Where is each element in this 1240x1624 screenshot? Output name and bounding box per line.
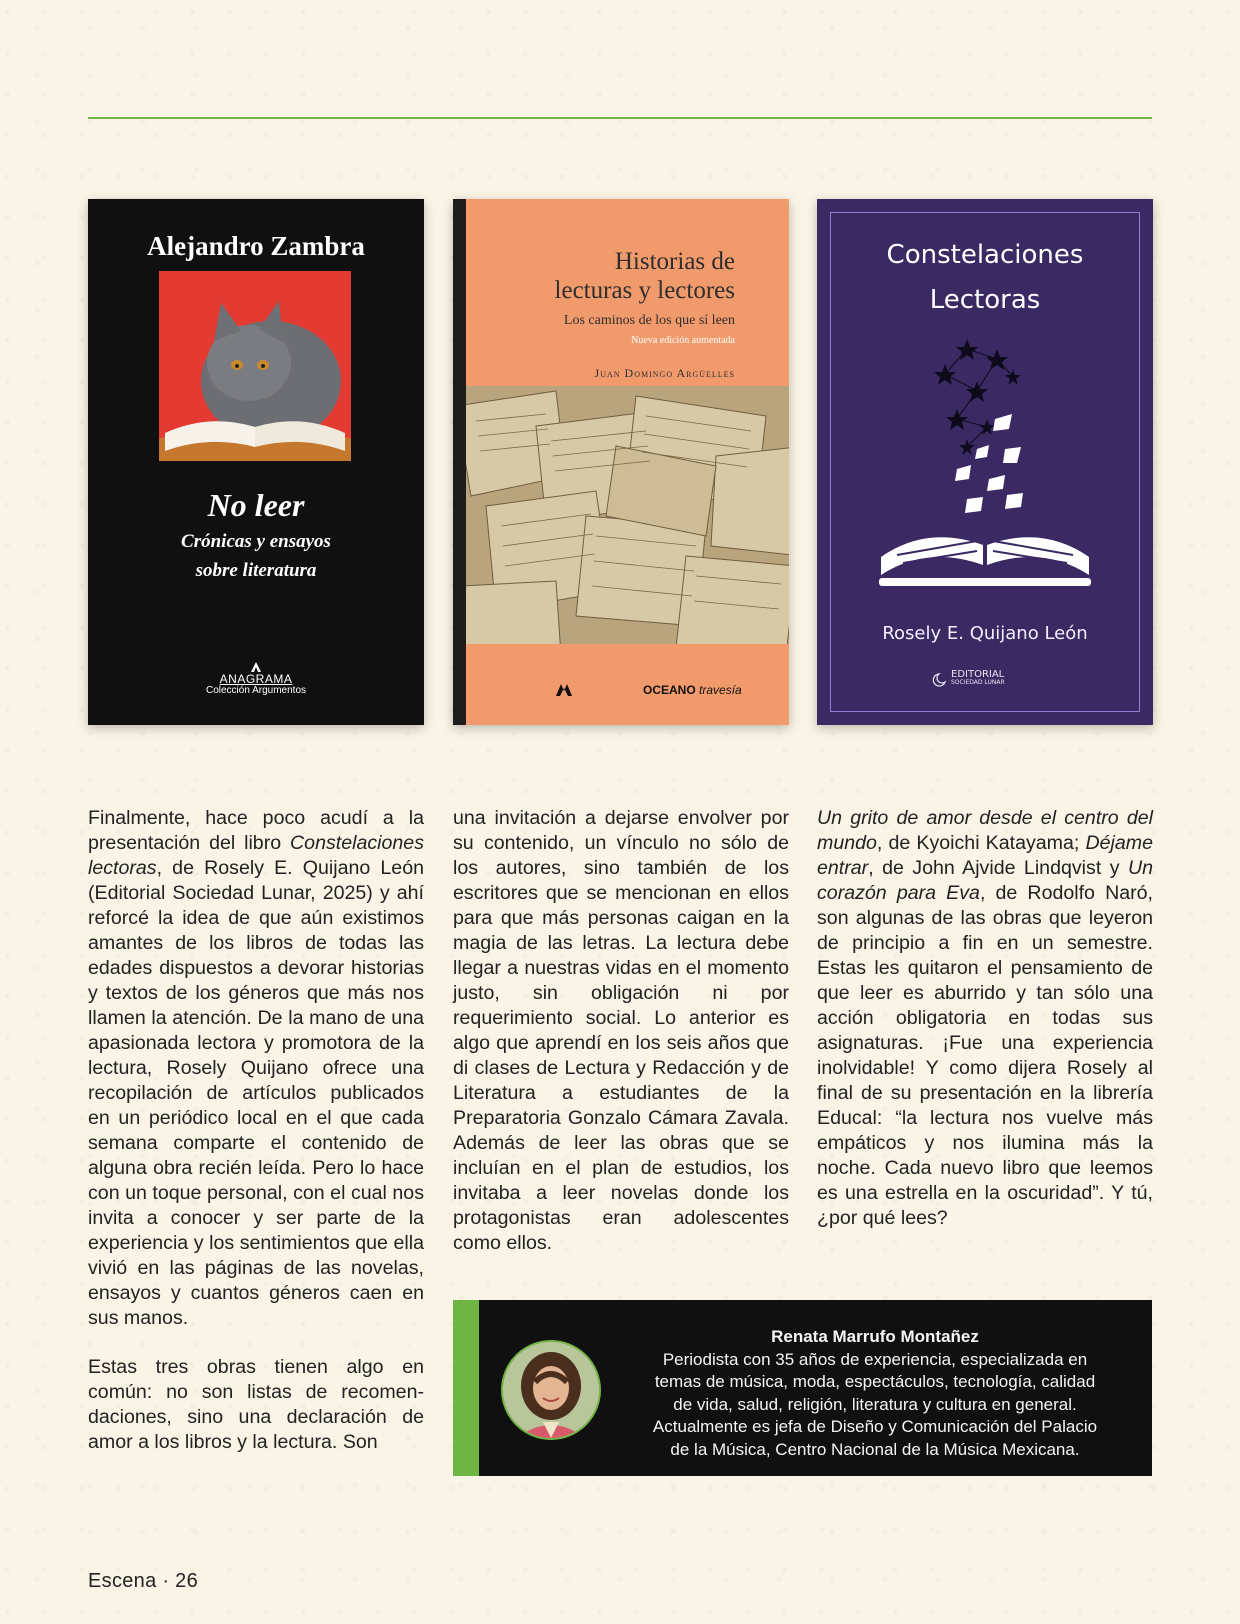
publisher-name: EDITORIAL [951,669,1005,680]
cat-reading-illustration [159,271,351,461]
publisher-logo-icon [556,683,572,697]
publisher-name: OCEANO [643,683,696,697]
bio-line: Periodista con 35 años de experiencia, especializada en [662,1349,1088,1369]
author-bio-box [453,1300,1152,1476]
paragraph [817,806,1153,1231]
cover-title [555,247,735,305]
article-column-2 [453,806,789,1280]
cover-author: Alejandro Zambra [147,231,365,261]
text-run: , de Rodolfo Naró, son algunas de las obras que leyeron de principio a fin en un semestre. Estas les quitaron el pensamiento de que leer es aburrido y tan sólo una acción obligatoria en todas sus asignaturas. ¡Fue una experiencia inolvidable! Y como dijera Rosely al final de su presentación en la librería Educal: “la lectura nos vuelve más empáticos y nos ilumina más la noche. Cada nuevo libro que leemos es una estrella en la oscuridad”. Y tú, ¿por qué lees? [817,882,1153,1229]
spine-stripe [453,199,466,725]
open-book-stars-illustration [817,319,1153,609]
paragraph: Estas tres obras tienen algo en común: no son listas de recomendaciones, sino una declaración de amor a los libros y la lectura. Son [88,1356,424,1453]
bio-line: de la Música, Centro Nacional de la Música Mexicana. [670,1439,1080,1459]
bio-line: Actualmente es jefa de Diseño y Comunicación del Palacio [652,1417,1098,1436]
header-rule [88,117,1152,119]
text-run: , de Kyoichi Katayama; [876,832,1086,854]
text-run: , de John Ajvide Lindqvist y [868,857,1128,879]
avatar [501,1340,601,1440]
article-column-1 [88,806,424,1479]
moon-logo-icon [931,673,947,687]
paragraph [88,806,424,1331]
cover-title: No leer [207,487,305,523]
imprint-name: travesía [699,683,742,697]
publisher-name: ANAGRAMA [219,672,293,686]
collection-name: Colección Argumentos [205,685,307,696]
paragraph: una invitación a dejarse envolver por su contenido, un vínculo no sólo de los autores, sino también de los escritores que se mencionan en ellos para que más personas caigan en la magia de las letras. La lectura debe llegar a nuestras vidas en el momento justo, sin obligación ni por requerimiento social. Lo anterior es algo que aprendí en los seis años que di clases de Lectura y Redacción y de Literatura a estudiantes de la Preparatoria Gonzalo Cámara Zavala. Además de leer las obras que se incluían en el plan de estudios, los invitaba a leer novelas donde los protagonistas eran adolescentes como ellos. [453,807,789,1254]
book-title-ref: Un grito de amor desde el centro del mundo [817,807,1153,854]
page-footer: Escena · 26 [88,1570,199,1592]
cover-subtitle: Los caminos de los que sí leen [563,313,735,328]
publisher-mark [951,671,1005,687]
bio-line: temas de música, moda, espectáculos, tecnología, calidad [654,1372,1096,1391]
cover-subtitle-line: sobre literatura [195,560,317,581]
book-title-ref: Déjame entrar [817,832,1153,879]
book-cover-constelaciones-lectoras [817,199,1153,725]
cover-subtitle-line: Crónicas y ensayos [181,531,331,552]
cover-title-line: Lectoras [929,285,1041,315]
cover-edition: Nueva edición aumentada [631,335,735,346]
book-cover-historias-de-lecturas [453,199,789,725]
bio-line: de vida, salud, religión, literatura y cultura en general. [673,1394,1077,1414]
publisher-mark [88,661,424,696]
book-title-ref: Un corazón para Eva [817,857,1153,904]
book-cover-no-leer [88,199,424,725]
cover-title-line: lecturas y lectores [554,277,735,304]
bio-accent-bar [453,1300,479,1476]
text-run: , de Rosely E. Quijano León (Editorial Sociedad Lunar, 2025) y ahí reforcé la idea de que aún existimos amantes de los libros de todas las edades dispuestos a devorar historias y textos de los géneros que más nos llamen la atención. De la mano de una apasionada lectora y promotora de la lectura, Rosely Quijano ofrece una recopilación de artículos publicados en un periódico local en el que cada semana comparte el contenido de alguna obra recién leída. Pero lo hace con un toque personal, con el cual nos invita a conocer y ser parte de la experiencia y los sentimientos que ella vivió en las páginas de las novelas, ensayos y cuantos géneros caen en sus manos. [88,857,424,1329]
cover-title-line: Constelaciones [886,240,1084,270]
article-column-3 [817,806,1153,1255]
book-title-ref: Constelaciones lectoras [88,832,424,879]
cover-title-line: Historias de [614,248,735,275]
cover-title [817,233,1153,323]
old-letters-photo [466,386,789,644]
text-run: Finalmente, hace poco acudí a la presentación del libro [88,807,424,854]
publisher-subname: SOCIEDAD LUNAR [951,679,1005,686]
publisher-mark [643,683,742,697]
cover-subtitle [88,527,424,585]
bio-text [623,1326,1127,1461]
bio-name: Renata Marrufo Montañez [771,1327,979,1346]
cover-author: Rosely E. Quijano León [882,623,1088,644]
cover-author: Juan Domingo Argüelles [594,366,735,380]
